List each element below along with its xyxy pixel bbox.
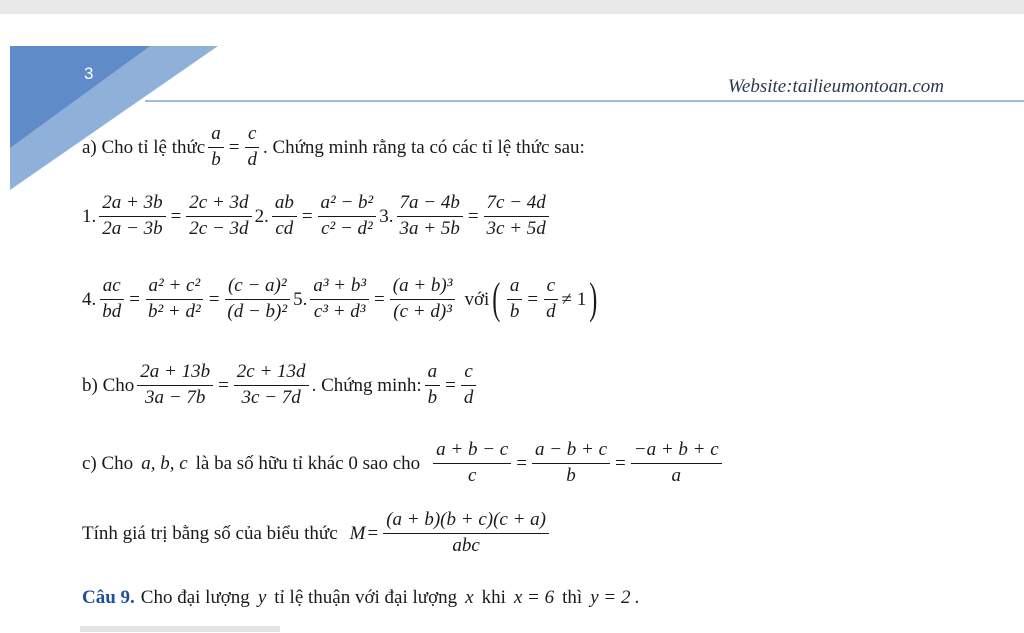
q9-var-x: x <box>465 587 474 608</box>
q9-text: khi <box>481 587 506 608</box>
item-number: 2. <box>254 205 269 227</box>
fraction: $\frac{a - b + c}{b}$ <box>532 440 610 487</box>
fraction: $\frac{2a + 13b}{3a - 7b}$ <box>137 362 213 409</box>
part-b-line: b) Cho $\frac{2a + 13b}{3a - 7b}$ = $\frac{2c + 13d}{3c - 7d}$ . Chứng minh: $\frac{a}{b}$ = $\frac{c}{d}$ <box>82 362 479 409</box>
identities-row-1: 1. $\frac{2a + 3b}{2a - 3b}$ = $\frac{2c + 3d}{2c - 3d}$ 2. $\frac{ab}{cd}$ = $\frac{\text{a² − b²}}{\text{c² − d²}}$ 3. $\frac{7a - 4b}{3a + 5b}$ = $\frac{7c - 4d}{3c + 5d}$ <box>82 193 552 240</box>
q9-text: tỉ lệ thuận với đại lượng <box>274 587 458 608</box>
fraction: $\frac{\text{a² + c²}}{\text{b² + d²}}$ <box>145 276 204 323</box>
fraction: $\frac{a}{b}$ <box>507 276 523 323</box>
q9-text: Cho đại lượng <box>140 587 250 608</box>
question-9-line <box>82 588 639 607</box>
fraction: $\frac{ab}{cd}$ <box>272 193 297 240</box>
part-c-vars: a, b, c <box>141 452 188 474</box>
identities-row-2: 4. $\frac{ac}{bd}$ = $\frac{\text{a² + c²}}{\text{b² + d²}}$ = $\frac{\text{(c − a)²}}{\text{(d − b)²}}$ 5. $\frac{\text{a³ + b³}}{\text{c³ + d³}}$ = $\frac{\text{(a + b)³}}{\text{(c + d)³}}$ với ( $\frac{a}{b}$ = $\frac{c}{d}$ ≠ 1 ) <box>82 274 598 324</box>
fraction: $\frac{\text{(c − a)²}}{\text{(d − b)²}}$ <box>224 276 290 323</box>
fraction: $\frac{a + b - c}{c}$ <box>433 440 511 487</box>
part-c-line: c) Cho a, b, c là ba số hữu tỉ khác 0 sao cho $\frac{a + b - c}{c}$ = $\frac{a - b + c}{b}$ = $\frac{-a + b + c}{a}$ <box>82 440 725 487</box>
fraction: $\frac{c}{d}$ <box>461 362 477 409</box>
fraction: $\frac{c}{d}$ <box>244 124 260 171</box>
compute-lhs: M <box>349 522 366 544</box>
q9-condition: y = 2 <box>590 587 631 608</box>
q9-condition: x = 6 <box>513 587 555 608</box>
compute-text: Tính giá trị bằng số của biểu thức <box>82 522 338 544</box>
fraction: $\frac{\text{a³ + b³}}{\text{c³ + d³}}$ <box>310 276 369 323</box>
q9-end: . <box>634 587 640 608</box>
website-label: Website:tailieumontoan.com <box>727 76 944 97</box>
cut-off-text <box>80 626 280 632</box>
part-b-label: b) Cho <box>82 374 135 396</box>
item-number: 1. <box>82 205 97 227</box>
fraction: $\frac{(a + b)(b + c)(c + a)}{\text{abc}}$ <box>383 510 549 557</box>
fraction: $\frac{a}{b}$ <box>208 124 224 171</box>
fraction: $\frac{a}{b}$ <box>425 362 441 409</box>
fraction: $\frac{2a + 3b}{2a - 3b}$ <box>99 193 165 240</box>
part-a-line: a) Cho tỉ lệ thức $\frac{a}{b}$ = $\frac{c}{d}$ . Chứng minh rằng ta có các tỉ lệ thức sau: <box>82 123 585 170</box>
fraction: $\frac{2c + 13d}{3c - 7d}$ <box>234 362 309 409</box>
part-a-tail: . Chứng minh rằng ta có các tỉ lệ thức sau: <box>262 136 585 158</box>
item-number: 5. <box>293 288 308 310</box>
part-b-prove: . Chứng minh: <box>311 374 422 396</box>
fraction: $\frac{7a - 4b}{3a + 5b}$ <box>397 193 463 240</box>
question-9-label: Câu 9. <box>82 587 135 608</box>
fraction: $\frac{2c + 3d}{2c - 3d}$ <box>186 193 251 240</box>
part-c-text: là ba số hữu tỉ khác 0 sao cho <box>195 452 421 474</box>
item-number: 4. <box>82 288 97 310</box>
part-c-label: c) Cho <box>82 452 134 474</box>
condition-word: với <box>464 288 490 310</box>
condition-tail: ≠ 1 <box>561 288 587 310</box>
part-a-label: a) Cho tỉ lệ thức <box>82 136 206 158</box>
q9-text: thì <box>562 587 583 608</box>
fraction: $\frac{-a + b + c}{a}$ <box>631 440 722 487</box>
page-number: 3 <box>84 64 94 83</box>
fraction: $\frac{c}{d}$ <box>543 276 559 323</box>
fraction: $\frac{\text{a² − b²}}{\text{c² − d²}}$ <box>318 193 377 240</box>
compute-line: Tính giá trị bằng số của biểu thức M = $\frac{(a + b)(b + c)(c + a)}{\text{abc}}$ <box>82 510 552 557</box>
fraction: $\frac{\text{(a + b)³}}{\text{(c + d)³}}$ <box>390 276 456 323</box>
item-number: 3. <box>379 205 394 227</box>
fraction: $\frac{ac}{bd}$ <box>99 276 124 323</box>
q9-var-y: y <box>257 587 267 608</box>
fraction: $\frac{7c - 4d}{3c + 5d}$ <box>484 193 549 240</box>
